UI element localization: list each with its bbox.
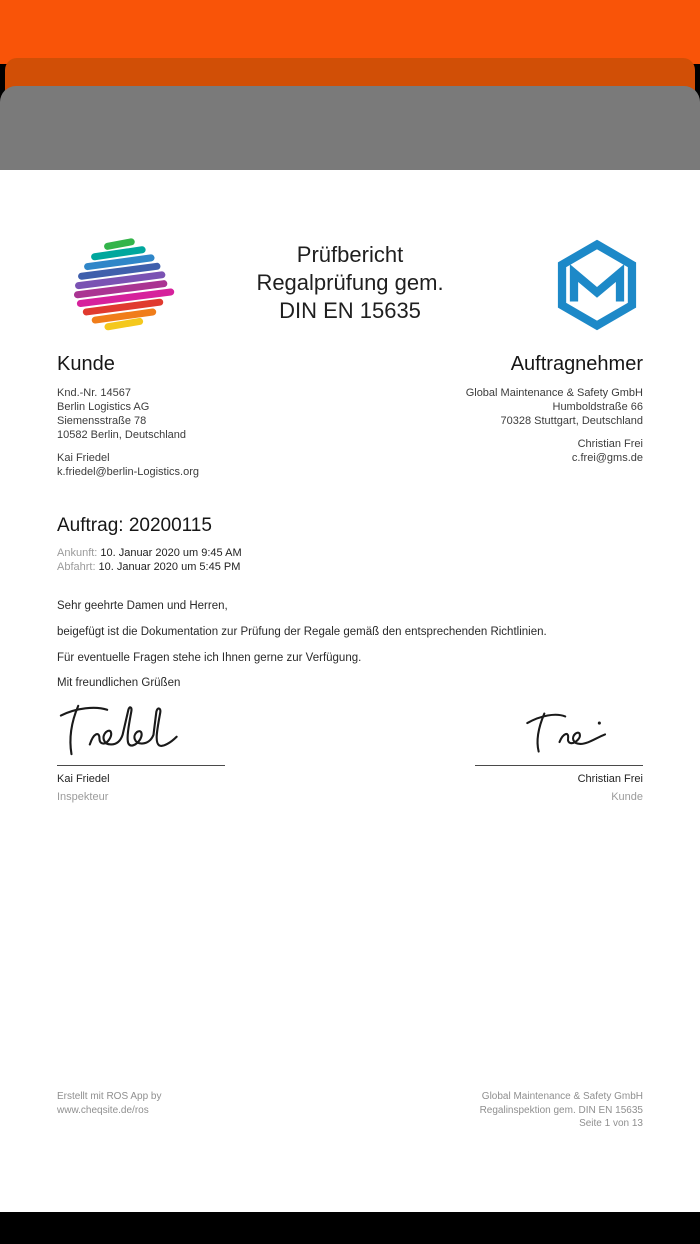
contractor-address-line: 70328 Stuttgart, Deutschland <box>500 415 643 427</box>
title-line: Prüfbericht <box>296 242 404 267</box>
rainbow-globe-logo <box>57 233 189 333</box>
stacked-sheet-gray[interactable] <box>0 86 700 178</box>
body-paragraph: Für eventuelle Fragen stehe ich Ihnen gerne zur Verfügung. <box>57 652 362 664</box>
footer-left-line: Erstellt mit ROS App by <box>57 1091 162 1102</box>
customer-address-line: Knd.-Nr. 14567 <box>57 387 131 399</box>
parties-section <box>57 353 643 479</box>
footer-right-line: Regalinspektion gem. DIN EN 15635 <box>479 1104 643 1116</box>
signature-block-right <box>475 706 643 803</box>
app-header-bar <box>0 0 700 64</box>
order-heading: Auftrag: 20200115 <box>57 515 212 536</box>
footer-left <box>57 1090 161 1117</box>
signer-role: Inspekteur <box>57 791 109 803</box>
customer-address-line: Berlin Logistics AG <box>57 401 150 413</box>
document-page[interactable] <box>0 170 700 1212</box>
contractor-contact-name: Christian Frei <box>577 438 643 450</box>
signature-kai-friedel <box>57 699 221 761</box>
departure-label: Abfahrt: <box>57 561 96 573</box>
contractor-heading: Auftragnehmer <box>510 353 643 375</box>
signatures-section <box>57 699 643 803</box>
footer-right-line: Global Maintenance & Safety GmbH <box>481 1091 643 1102</box>
order-times <box>57 546 643 574</box>
contractor-contact-email: c.frei@gms.de <box>571 452 643 464</box>
signer-name: Christian Frei <box>577 773 643 785</box>
customer-address-line: 10582 Berlin, Deutschland <box>57 429 187 441</box>
contractor-address-line: Global Maintenance & Safety GmbH <box>465 387 643 399</box>
signature-line <box>57 765 225 766</box>
signer-name: Kai Friedel <box>57 773 110 785</box>
signature-block-left <box>57 699 225 803</box>
title-line: DIN EN 15635 <box>279 298 421 323</box>
customer-contact <box>57 451 199 479</box>
document-header <box>57 233 643 337</box>
contractor-address-line: Humboldstraße 66 <box>552 401 643 413</box>
contractor-address <box>466 386 643 428</box>
salutation: Sehr geehrte Damen und Herren, <box>57 600 228 612</box>
hexagon-m-logo <box>511 233 643 333</box>
customer-address <box>57 386 199 442</box>
signature-christian-frei <box>509 706 629 761</box>
body-paragraph: beigefügt ist die Dokumentation zur Prüfung der Regale gemäß den entsprechenden Richtlinien. <box>57 626 547 638</box>
document-footer <box>57 1090 643 1131</box>
customer-block <box>57 353 199 479</box>
customer-contact-name: Kai Friedel <box>57 452 110 464</box>
arrival-row <box>57 546 643 560</box>
signer-role: Kunde <box>611 791 643 803</box>
customer-contact-email: k.friedel@berlin-Logistics.org <box>57 466 200 478</box>
arrival-label: Ankunft: <box>57 547 98 559</box>
document-title <box>189 233 511 325</box>
departure-value: 10. Januar 2020 um 5:45 PM <box>98 561 241 573</box>
title-line: Regalprüfung gem. <box>256 270 444 295</box>
closing-line: Mit freundlichen Grüßen <box>57 677 181 689</box>
arrival-value: 10. Januar 2020 um 9:45 AM <box>100 547 242 559</box>
footer-right <box>480 1090 643 1131</box>
departure-row <box>57 560 643 574</box>
customer-heading: Kunde <box>57 353 115 375</box>
footer-url: www.cheqsite.de/ros <box>57 1104 149 1116</box>
contractor-block <box>466 353 643 479</box>
signature-line <box>475 765 643 766</box>
customer-address-line: Siemensstraße 78 <box>57 415 147 427</box>
page-indicator: Seite 1 von 13 <box>579 1118 643 1129</box>
contractor-contact <box>466 437 643 465</box>
